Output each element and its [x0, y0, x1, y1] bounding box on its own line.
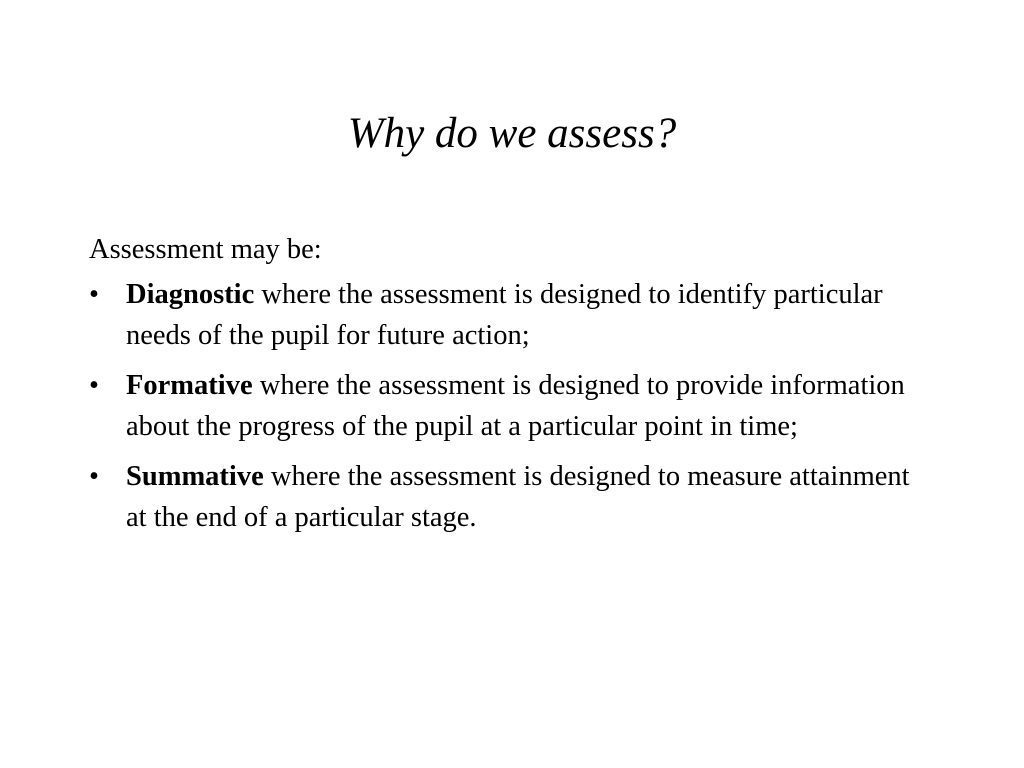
bullet-item-summative — [89, 456, 929, 538]
bullet-icon: • — [89, 370, 99, 401]
bullet-description: where the assessment is designed to provide information about the progress of the pupil at a particular point in time; — [126, 370, 905, 442]
bullet-list — [89, 274, 929, 538]
bullet-term: Summative — [126, 461, 264, 492]
bullet-icon: • — [89, 461, 99, 492]
bullet-item-formative — [89, 365, 929, 447]
bullet-item-diagnostic — [89, 274, 929, 356]
slide-title: Why do we assess? — [347, 110, 677, 157]
bullet-description: where the assessment is designed to measure attainment at the end of a particular stage. — [126, 461, 910, 533]
slide-body — [89, 229, 929, 547]
intro-text: Assessment may be: — [89, 234, 322, 265]
bullet-term: Formative — [126, 370, 253, 401]
bullet-term: Diagnostic — [126, 279, 255, 310]
bullet-description: where the assessment is designed to identify particular needs of the pupil for future action; — [126, 279, 883, 351]
bullet-icon: • — [89, 279, 99, 310]
